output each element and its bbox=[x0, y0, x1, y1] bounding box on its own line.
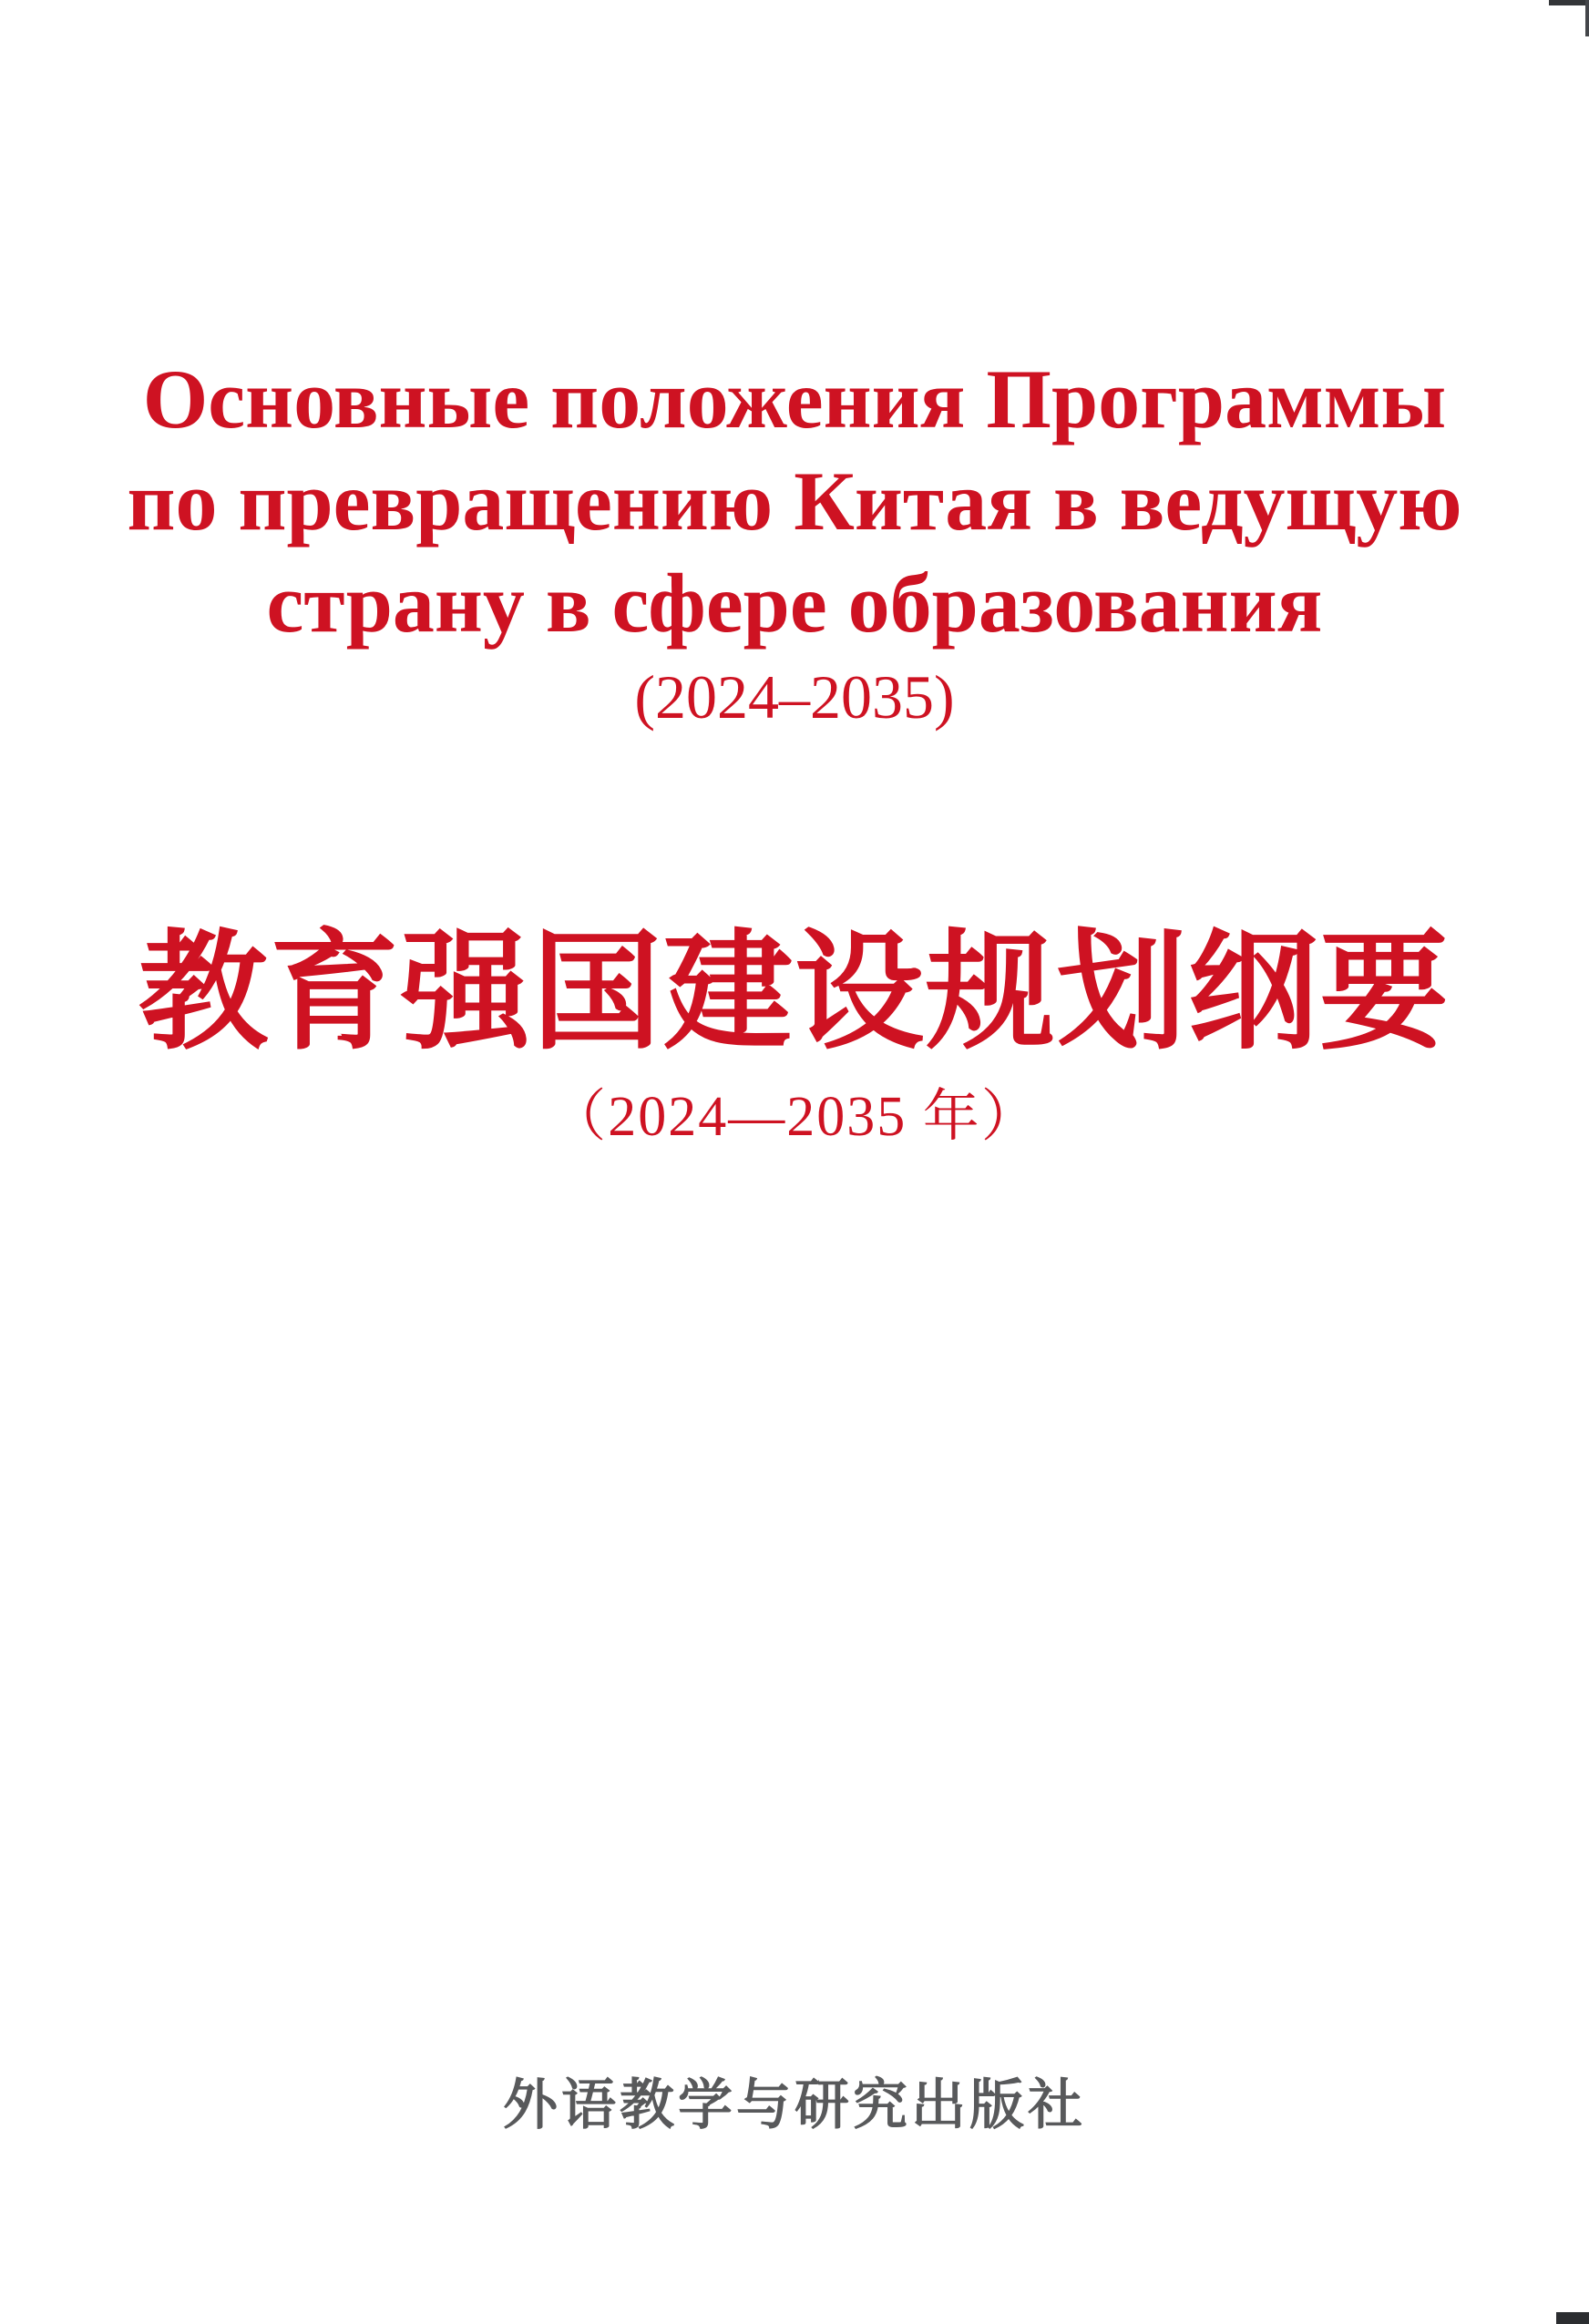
russian-title-years: (2024–2035) bbox=[634, 662, 955, 732]
chinese-title-years: （2024—2035 年） bbox=[549, 1086, 1040, 1148]
scan-artifact-bottom-right bbox=[1556, 2312, 1589, 2324]
russian-title-line-2: по превращению Китая в ведущую bbox=[127, 455, 1462, 548]
scan-artifact-top-right bbox=[1549, 0, 1589, 5]
russian-title-line-3: страну в сфере образования bbox=[266, 557, 1323, 650]
russian-title bbox=[0, 348, 1589, 654]
russian-title-line-1: Основные положения Программы bbox=[142, 353, 1447, 445]
scan-artifact-right-edge bbox=[1585, 0, 1589, 36]
publisher-name: 外语教学与研究出版社 bbox=[503, 2073, 1086, 2137]
chinese-title: 教育强国建设规划纲要 bbox=[138, 921, 1451, 1065]
